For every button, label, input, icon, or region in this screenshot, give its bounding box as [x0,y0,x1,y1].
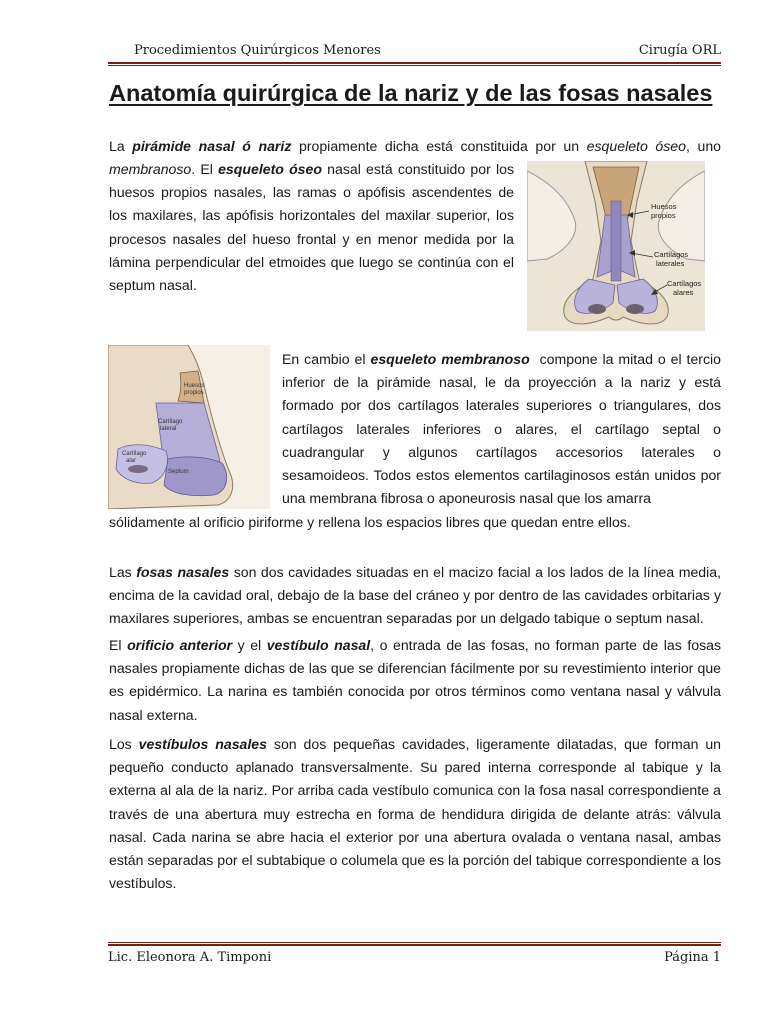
fig2-label-huesos-1: Huesos [184,383,205,389]
page-title: Anatomía quirúrgica de la nariz y de las fosas nasales [109,80,713,106]
paragraph-3 [109,561,721,631]
text-run: nasal está constituido por los huesos propios nasales, las ramas o apófisis ascendentes de los maxilares, las apófisis horizontales del maxilar superior, los procesos nasales del hueso frontal y en menor medida por la lámina perpendicular del etmoides que luego se continúa con el septum nasal. [109,161,514,294]
header-rule [108,62,721,66]
text-run: compone la mitad o el tercio inferior de la pirámide nasal, le da proyección a la nariz y está formado por dos cartílagos laterales superiores o triangulares, dos cartílagos laterales inferiores o alares, el cartílago septal o cuadrangular y algunos cartílagos accesorios laterales o sesamoideos. Todos estos elementos cartilaginosos están unidos por una membrana fibrosa o aponeurosis nasal que los amarra [282,351,725,507]
text-run: El [109,637,128,653]
paragraph-2-last-line [109,511,721,534]
fig2-label-lateral-2: lateral [160,426,177,432]
paragraph-1-body [109,158,514,297]
text-run: La [109,138,133,154]
text-run: , uno [685,138,721,154]
paragraph-5 [109,733,721,895]
footer-rule [108,942,721,946]
text-run: y el [232,637,267,653]
emphasis-fosas-nasales: fosas nasales [136,564,230,580]
text-run: propiamente dicha está constituida por un [291,138,587,154]
text-run: son dos pequeñas cavidades, ligeramente dilatadas, que forman un pequeño conducto aplanado transversalmente. Su pared interna corresponde al tabique y la externa al ala de la nariz. Por arriba cada vestíbulo comunica con la fosa nasal correspondiente a través de una abertura muy estrecha en forma de hendidura dirigida de delante atrás: válvula nasal. Cada narina se abre hacia el exterior por una abertura ovalada o ventana nasal, ambas están separadas por el subtabique o columela que es la porción del tabique correspondiente a los vestíbulos. [109,736,721,892]
fig1-label-laterales-2: laterales [656,259,685,268]
emphasis-vestibulo-nasal: vestíbulo nasal [266,637,371,653]
page-number: Página 1 [664,950,721,965]
nose-lateral-drawing [108,345,270,509]
emphasis-vestibulos-nasales: vestíbulos nasales [138,736,267,752]
text-run: Los [109,736,139,752]
fig2-label-lateral-1: Cartílago [158,419,183,425]
emphasis-esqueleto-membranoso: esqueleto membranoso [370,351,530,367]
fig1-label-alares-1: Cartílagos [667,279,702,288]
fig1-label-laterales-1: Cartílagos [654,250,689,259]
nose-frontal-illustration [527,161,705,331]
nose-frontal-drawing [527,161,705,331]
paragraph-2-body [282,348,725,510]
text-run: Las [109,564,137,580]
fig1-label-alares-2: alares [673,288,694,297]
emphasis-esqueleto-oseo-2: esqueleto óseo [218,161,322,177]
fig1-label-huesos-1: Huesos [651,202,677,211]
fig2-label-huesos-2: propios [184,390,204,396]
text-run: sólidamente al orificio piriforme y rellena los espacios libres que quedan entre ellos. [109,514,631,530]
page-header [108,41,721,61]
nose-lateral-illustration [108,345,270,509]
emphasis-membranoso: membranoso [109,161,192,177]
fig2-label-alar-2: alar [126,458,137,464]
fig2-label-septum: Septum [168,469,189,475]
header-left-text: Procedimientos Quirúrgicos Menores [134,43,381,58]
emphasis-piramide-nasal: pirámide nasal ó nariz [132,138,292,154]
text-run: En cambio el [282,351,371,367]
text-run: son dos cavidades situadas en el macizo facial a los lados de la línea media, encima de la cavidad oral, debajo de la base del cráneo y por dentro de las cavidades orbitarias y maxilares superiores, ambas se encuentran separadas por un delgado tabique o septum nasal. [109,564,722,627]
header-right-text: Cirugía ORL [638,43,721,58]
fig1-label-huesos-2: propios [651,211,676,220]
paragraph-1-first-line [109,135,721,158]
emphasis-esqueleto-oseo: esqueleto óseo [586,138,686,154]
text-run: , o entrada de las fosas, no forman parte de las fosas nasales propiamente dichas de las que se diferencian fácilmente por su revestimiento interior que es epidérmico. La narina es también conocida por otros términos como ventana nasal y válvula nasal externa. [109,637,722,723]
footer-author: Lic. Eleonora A. Timponi [108,950,272,965]
text-run: . El [191,161,219,177]
emphasis-orificio-anterior: orificio anterior [127,637,233,653]
fig2-label-alar-1: Cartílago [122,451,147,457]
paragraph-4 [109,634,721,727]
